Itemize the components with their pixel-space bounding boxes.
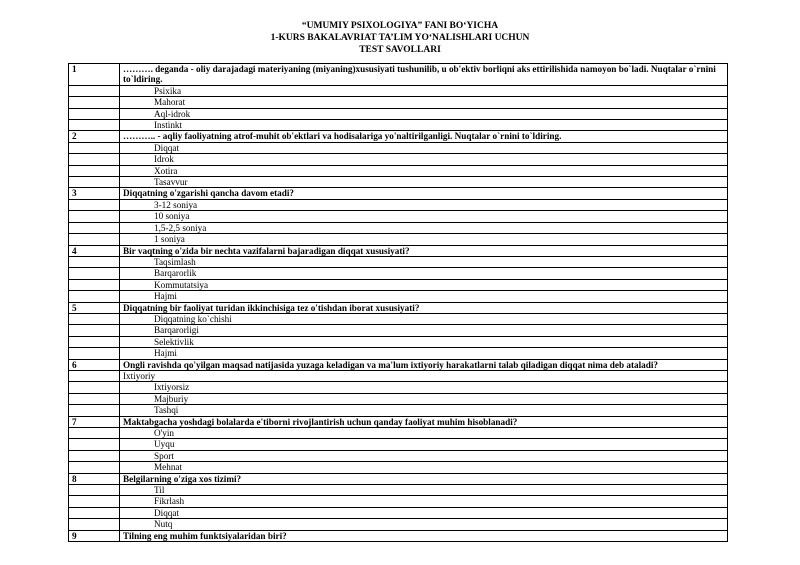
answer-option: Idrok (120, 154, 728, 165)
answer-option: 1,5-2,5 soniya (120, 222, 728, 233)
question-text: ……….. - aqliy faoliyatning atrof-muhit ob'ektlari va hodisalariga yo'naltirilganligi. Nuqtalar o`rnini to`ldiring. (120, 131, 728, 142)
answer-row (69, 325, 728, 336)
question-row (69, 64, 728, 86)
answer-option: Diqqat (120, 507, 728, 518)
question-number: 4 (69, 245, 120, 256)
answer-option: Uyqu (120, 439, 728, 450)
answer-option: Tasavvur (120, 177, 728, 188)
answer-option: Hajmi (120, 291, 728, 302)
question-text: Belgilarning o'ziga xos tizimi? (120, 473, 728, 484)
answer-option: Selektivlik (120, 336, 728, 347)
answer-option: O'yin (120, 428, 728, 439)
answer-row (69, 450, 728, 461)
answer-row (69, 279, 728, 290)
question-row (69, 245, 728, 256)
answer-option: Barqarorligi (120, 325, 728, 336)
answer-option: Barqarorlik (120, 268, 728, 279)
question-row (69, 530, 728, 541)
answer-option: Mahorat (120, 97, 728, 108)
answer-option: Mehnat (120, 462, 728, 473)
answer-option: Tashqi (120, 405, 728, 416)
answer-row (69, 85, 728, 96)
question-text: Diqqatning bir faoliyat turidan ikkinchisiga tez o'tishdan iborat xususiyati? (120, 302, 728, 313)
question-row (69, 188, 728, 199)
answer-option: Hajmi (120, 348, 728, 359)
answer-option: 3-12 soniya (120, 199, 728, 210)
answer-row (69, 462, 728, 473)
answer-option: Instinkt (120, 120, 728, 131)
header-line-1: “UMUMIY PSIXOLOGIYA” FANI BO‘YICHA (301, 21, 499, 31)
question-row (69, 473, 728, 484)
question-row (69, 416, 728, 427)
answer-row (69, 313, 728, 324)
question-number: 1 (69, 64, 120, 86)
answer-option: Taqsimlash (120, 256, 728, 267)
answer-row (69, 507, 728, 518)
question-number: 7 (69, 416, 120, 427)
answer-row (69, 336, 728, 347)
question-text: Ongli ravishda qo'yilgan maqsad natijasida yuzaga keladigan va ma'lum ixtiyoriy harakatlarni talab qiladigan diqqat nima deb ataladi? (120, 359, 728, 370)
question-text: Maktabgacha yoshdagi bolalarda e'tiborni rivojlantirish uchun qanday faoliyat muhim hisoblanadi? (120, 416, 728, 427)
answer-option: Nutq (120, 519, 728, 530)
answer-row (69, 142, 728, 153)
answer-option: Ixtiyorsiz (120, 382, 728, 393)
answer-option: Til (120, 485, 728, 496)
answer-row (69, 154, 728, 165)
answer-option: Ixtiyoriy (120, 370, 728, 381)
answer-row (69, 291, 728, 302)
question-text: Diqqatning o'zgarishi qancha davom etadi? (120, 188, 728, 199)
answer-row (69, 165, 728, 176)
answer-option: Majburiy (120, 393, 728, 404)
answer-row (69, 348, 728, 359)
question-number: 5 (69, 302, 120, 313)
answer-option: Psixika (120, 85, 728, 96)
answer-row (69, 485, 728, 496)
answer-option: Sport (120, 450, 728, 461)
answer-row (69, 382, 728, 393)
questions-table (68, 63, 728, 542)
question-text: Tilning eng muhim funktsiyalaridan biri? (120, 530, 728, 541)
answer-row (69, 234, 728, 245)
answer-row (69, 428, 728, 439)
answer-row (69, 211, 728, 222)
answer-row (69, 108, 728, 119)
question-row (69, 131, 728, 142)
answer-row (69, 120, 728, 131)
answer-option: Xotira (120, 165, 728, 176)
question-row (69, 302, 728, 313)
answer-row (69, 256, 728, 267)
document-header (0, 20, 800, 56)
answer-option: 10 soniya (120, 211, 728, 222)
answer-row (69, 199, 728, 210)
answer-option: Kommutatsiya (120, 279, 728, 290)
question-number: 8 (69, 473, 120, 484)
question-row (69, 359, 728, 370)
question-text: Bir vaqtning o'zida bir nechta vazifalarni bajaradigan diqqat xususiyati? (120, 245, 728, 256)
answer-row (69, 370, 728, 381)
question-number: 3 (69, 188, 120, 199)
answer-row (69, 177, 728, 188)
question-number: 2 (69, 131, 120, 142)
answer-row (69, 97, 728, 108)
answer-row (69, 405, 728, 416)
answer-option: Diqqat (120, 142, 728, 153)
answer-option: Fikrlash (120, 496, 728, 507)
question-number: 6 (69, 359, 120, 370)
answer-option: 1 soniya (120, 234, 728, 245)
answer-row (69, 496, 728, 507)
answer-option: Diqqatning ko`chishi (120, 313, 728, 324)
answer-row (69, 439, 728, 450)
answer-row (69, 519, 728, 530)
header-line-2: 1-KURS BAKALAVRIAT TA’LIM YO‘NALISHLARI UCHUN (270, 33, 530, 43)
question-number: 9 (69, 530, 120, 541)
answer-row (69, 393, 728, 404)
answer-option: Aql-idrok (120, 108, 728, 119)
answer-row (69, 222, 728, 233)
header-line-3: TEST SAVOLLARI (359, 45, 441, 55)
answer-row (69, 268, 728, 279)
question-text: ………. deganda - oliy darajadagi materiyaning (miyaning)xususiyati tushunilib, u ob'ektiv borliqni aks ettirilishida namoyon bo`ladi. Nuqtalar o`rnini to`ldiring. (120, 64, 728, 86)
